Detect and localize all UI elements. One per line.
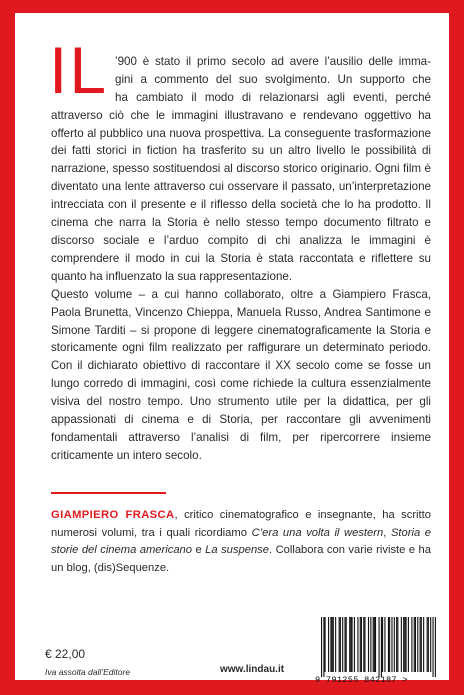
barcode-bar — [349, 617, 350, 672]
barcode-bar — [364, 617, 365, 672]
book-title: C’era una volta il western — [251, 526, 384, 539]
barcode-bar — [333, 617, 334, 672]
book-title: Storia e storie del cinema americano — [51, 526, 432, 557]
cover-text-panel — [15, 13, 449, 685]
barcode-bar — [346, 617, 347, 672]
barcode-bar — [430, 617, 431, 672]
divider — [51, 492, 166, 494]
blurb — [51, 53, 431, 465]
barcode-bar — [350, 617, 351, 672]
barcode-bar — [415, 617, 416, 672]
barcode-bar — [368, 617, 369, 672]
barcode-bar — [325, 617, 326, 672]
barcode-bar — [389, 617, 390, 672]
bio-separator: , — [383, 526, 391, 539]
barcode-bar — [420, 617, 421, 672]
barcode-bar — [414, 617, 415, 672]
barcode-bar — [374, 617, 375, 672]
barcode-bar — [321, 617, 322, 677]
barcode-bar — [363, 617, 364, 672]
barcode-bar — [388, 617, 389, 672]
barcode-bar — [432, 617, 433, 677]
barcode-bar — [417, 617, 418, 672]
bio-text: , critico cinematografico e insegnante, ha scritto numerosi volumi, tra i quali ricordiamo — [51, 509, 431, 539]
blurb-line: gini a commento del suo svolgimento. Un supporto che — [115, 72, 431, 86]
publisher-url: www.lindau.it — [220, 664, 285, 675]
barcode-bar — [344, 617, 345, 672]
author-bio — [51, 507, 431, 577]
barcode-bar — [328, 617, 329, 672]
barcode-bar — [411, 617, 412, 672]
barcode-bar — [339, 617, 340, 672]
barcode-bar — [342, 617, 343, 672]
barcode-bar — [375, 617, 376, 672]
barcode-bar — [428, 617, 429, 672]
barcode-bar — [403, 617, 404, 672]
barcode-bar — [360, 617, 361, 672]
barcode-bar — [354, 617, 355, 672]
blurb-line: ha cambiato il modo di relazionarsi agli eventi, perché — [115, 90, 431, 104]
blurb-line: ’900 è stato il primo secolo ad avere l’ausilio delle imma- — [115, 55, 431, 68]
barcode-bar — [394, 617, 395, 672]
barcode-bar — [340, 617, 341, 672]
barcode-bar — [423, 617, 424, 672]
barcode-bar — [361, 617, 362, 672]
barcode-bar — [382, 617, 383, 672]
barcode-bar — [381, 617, 382, 677]
barcode-bar — [396, 617, 397, 672]
barcode-bar — [391, 617, 392, 672]
barcode-bar — [330, 617, 331, 672]
barcode-bar — [397, 617, 398, 672]
price: € 22,00 — [45, 647, 86, 661]
barcode-bar — [373, 617, 374, 672]
barcode-bar — [323, 617, 324, 677]
barcode-bar — [408, 617, 409, 672]
barcode-bar — [401, 617, 402, 672]
drop-cap: IL — [49, 33, 109, 107]
blurb-paragraph-1: attraverso ciò che le immagini illustravano e rendevano oggettivo ha offerto al pubblico una nuova prospettiva. La conseguente trasformazione dei fatti storici in fiction ha trasferito su un altro livello le possibilità di narrazione, spesso sostituendosi al discorso storico originario. Ogni film è diventato una lente attraverso cui osservare il passato, un’interpretazione intrecciata con il presente e il riflesso della società che lo ha prodotto. Il cinema che narra la Storia è nello stesso tempo documento filtrato e discorso sociale e l’arduo compito di chi analizza le immagini è comprendere il modo in cui la Storia è stata raccontata e riflettere su quanto ha influenzato la sua rappresentazione. — [51, 108, 431, 283]
barcode-bar — [370, 617, 371, 672]
barcode-bar — [332, 617, 333, 672]
barcode-bar — [384, 617, 385, 672]
bio-text: . Collabora con varie riviste e ha un blog, (dis)Sequenze. — [51, 544, 431, 574]
barcode-bar — [421, 617, 422, 672]
barcode-bar — [379, 617, 380, 677]
barcode-bar — [352, 617, 353, 672]
vat-note: Iva assolta dall’Editore — [45, 667, 131, 677]
book-title: La suspense — [205, 544, 269, 557]
barcode-bar — [427, 617, 428, 672]
author-name: GIAMPIERO FRASCA — [51, 509, 175, 521]
barcode-bar — [405, 617, 406, 672]
barcode-bar — [335, 617, 336, 672]
barcode-bar — [435, 617, 436, 677]
barcode-bar — [357, 617, 358, 672]
barcode — [321, 617, 436, 677]
blurb-paragraph-2: Questo volume – a cui hanno collaborato, oltre a Giampiero Frasca, Paola Brunetta, Vincenzo Chieppa, Manuela Russo, Andrea Santimone e Simone Tarditi – si propone di leggere cinematograficamente la Storia e storicamente ogni film realizzato per raffigurare un determinato periodo. Con il dichiarato obiettivo di raccontare il XX secolo come se fosse un lungo corredo di immagini, così come richiede la cultura essenzialmente visiva del nostro tempo. Uno strumento utile per la didattica, per gli appassionati di cinema e di Storia, per raccontare gli avvenimenti fondamentali attraverso l’analisi di film, per ripercorrere insieme criticamente un intero secolo. — [51, 287, 431, 462]
bio-separator: e — [192, 544, 206, 557]
barcode-digits: 9 791255 842187 > — [315, 675, 408, 685]
barcode-bar — [404, 617, 405, 672]
